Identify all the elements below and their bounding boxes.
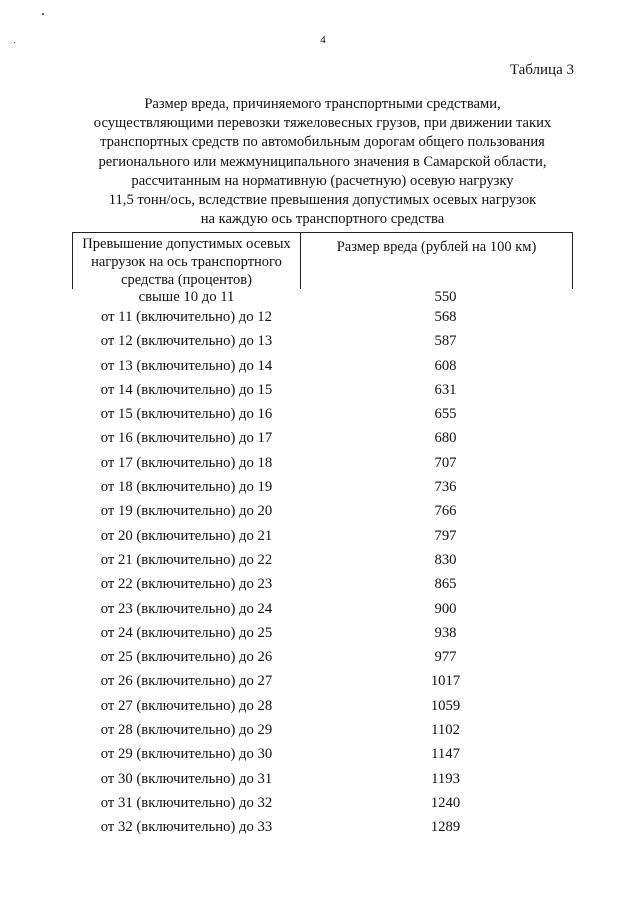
harm-amount-cell: 1193 (431, 770, 460, 787)
table-header-row (73, 233, 573, 290)
page-number: 4 (320, 34, 326, 46)
harm-amount-cell: 797 (434, 527, 457, 544)
table-row (73, 572, 573, 596)
overload-range-cell: от 18 (включительно) до 19 (100, 479, 273, 496)
title-line: транспортных средств по автомобильным дорогам общего пользования (100, 134, 545, 151)
table-row (73, 645, 573, 669)
table-label: Таблица 3 (509, 62, 574, 78)
harm-amount-cell: 736 (434, 479, 457, 496)
table-row (73, 354, 573, 378)
harm-amount-cell: 587 (434, 333, 457, 350)
overload-range-cell: от 22 (включительно) до 23 (100, 576, 273, 593)
table-row (73, 548, 573, 572)
table-header (73, 233, 573, 290)
overload-range-cell: от 12 (включительно) до 13 (100, 333, 273, 350)
harm-amount-cell: 766 (434, 503, 457, 520)
overload-range-cell: от 14 (включительно) до 15 (100, 381, 273, 398)
table-row (73, 669, 573, 693)
overload-range-cell: от 24 (включительно) до 25 (100, 624, 273, 641)
table-row (73, 742, 573, 766)
title-line: осуществляющими перевозки тяжеловесных грузов, при движении таких (93, 115, 552, 132)
title-line: на каждую ось транспортного средства (200, 211, 445, 228)
title-line: 11,5 тонн/ось, вследствие превышения допустимых осевых нагрузок (108, 192, 537, 209)
table-row (73, 499, 573, 523)
table-row (73, 475, 573, 499)
table-row (73, 305, 573, 329)
harm-amount-cell: 680 (434, 430, 457, 447)
overload-range-cell: от 32 (включительно) до 33 (100, 819, 273, 836)
harm-amount-cell: 568 (434, 309, 457, 325)
title-line: рассчитанным на нормативную (расчетную) осевую нагрузку (131, 172, 514, 189)
table-row (73, 524, 573, 548)
table-row (73, 451, 573, 475)
overload-range-cell: от 30 (включительно) до 31 (100, 770, 273, 787)
harm-amount-cell: 608 (434, 357, 457, 374)
harm-amount-cell: 1059 (430, 697, 461, 714)
title-line: регионального или межмуниципального значения в Самарской области, (98, 153, 547, 170)
overload-range-cell: от 19 (включительно) до 20 (100, 503, 273, 520)
table-row (73, 597, 573, 621)
harm-amount-cell: 631 (434, 381, 457, 398)
overload-range-cell: от 28 (включительно) до 29 (100, 722, 273, 739)
overload-range-cell: от 21 (включительно) до 22 (100, 551, 273, 568)
overload-range-cell: от 16 (включительно) до 17 (100, 430, 273, 447)
table-row (73, 621, 573, 645)
table-row (73, 402, 573, 426)
table-row (73, 767, 573, 791)
table-row (73, 378, 573, 402)
overload-range-cell: от 29 (включительно) до 30 (100, 746, 273, 763)
header-axle-overload: Превышение допустимых осевых нагрузок на ось транспортного средства (процентов) (73, 233, 301, 290)
overload-range-cell: от 27 (включительно) до 28 (100, 697, 273, 714)
harm-amount-cell: 655 (434, 406, 457, 423)
table-row (73, 289, 573, 305)
table-row (73, 329, 573, 353)
overload-range-cell: от 26 (включительно) до 27 (100, 673, 273, 690)
overload-range-cell: от 23 (включительно) до 24 (100, 600, 273, 617)
overload-range-cell: от 17 (включительно) до 18 (100, 454, 273, 471)
table-row (73, 718, 573, 742)
harm-amount-cell: 707 (434, 454, 457, 471)
overload-range-cell: от 11 (включительно) до 12 (101, 309, 272, 325)
harm-amount-cell: 865 (434, 576, 457, 593)
harm-amount-cell: 830 (434, 551, 457, 568)
overload-range-cell: от 13 (включительно) до 14 (100, 357, 273, 374)
harm-amount-cell: 1017 (430, 673, 461, 690)
table-title (60, 95, 585, 229)
harm-amount-cell: 550 (434, 289, 457, 305)
overload-range-cell: от 31 (включительно) до 32 (100, 794, 273, 811)
table-body (73, 289, 573, 840)
harm-amount-cell: 1289 (430, 819, 461, 836)
harm-amount-cell: 900 (434, 600, 457, 617)
title-line: Размер вреда, причиняемого транспортными средствами, (144, 96, 501, 112)
table-row (73, 815, 573, 839)
table-row (73, 426, 573, 450)
table-row (73, 694, 573, 718)
overload-range-cell: от 25 (включительно) до 26 (100, 649, 273, 666)
overload-range-cell: от 15 (включительно) до 16 (100, 406, 273, 423)
harm-amount-cell: 1240 (430, 794, 461, 811)
header-harm-amount: Размер вреда (рублей на 100 км) (301, 233, 573, 290)
harm-amount-cell: 1102 (431, 722, 460, 739)
harm-amount-cell: 1147 (431, 746, 460, 763)
overload-range-cell: свыше 10 до 11 (138, 289, 235, 305)
table-row (73, 791, 573, 815)
harm-amount-cell: 977 (434, 649, 457, 666)
overload-range-cell: от 20 (включительно) до 21 (100, 527, 273, 544)
scan-speck (42, 13, 44, 15)
harm-amount-cell: 938 (434, 624, 457, 641)
harm-table (72, 232, 573, 840)
